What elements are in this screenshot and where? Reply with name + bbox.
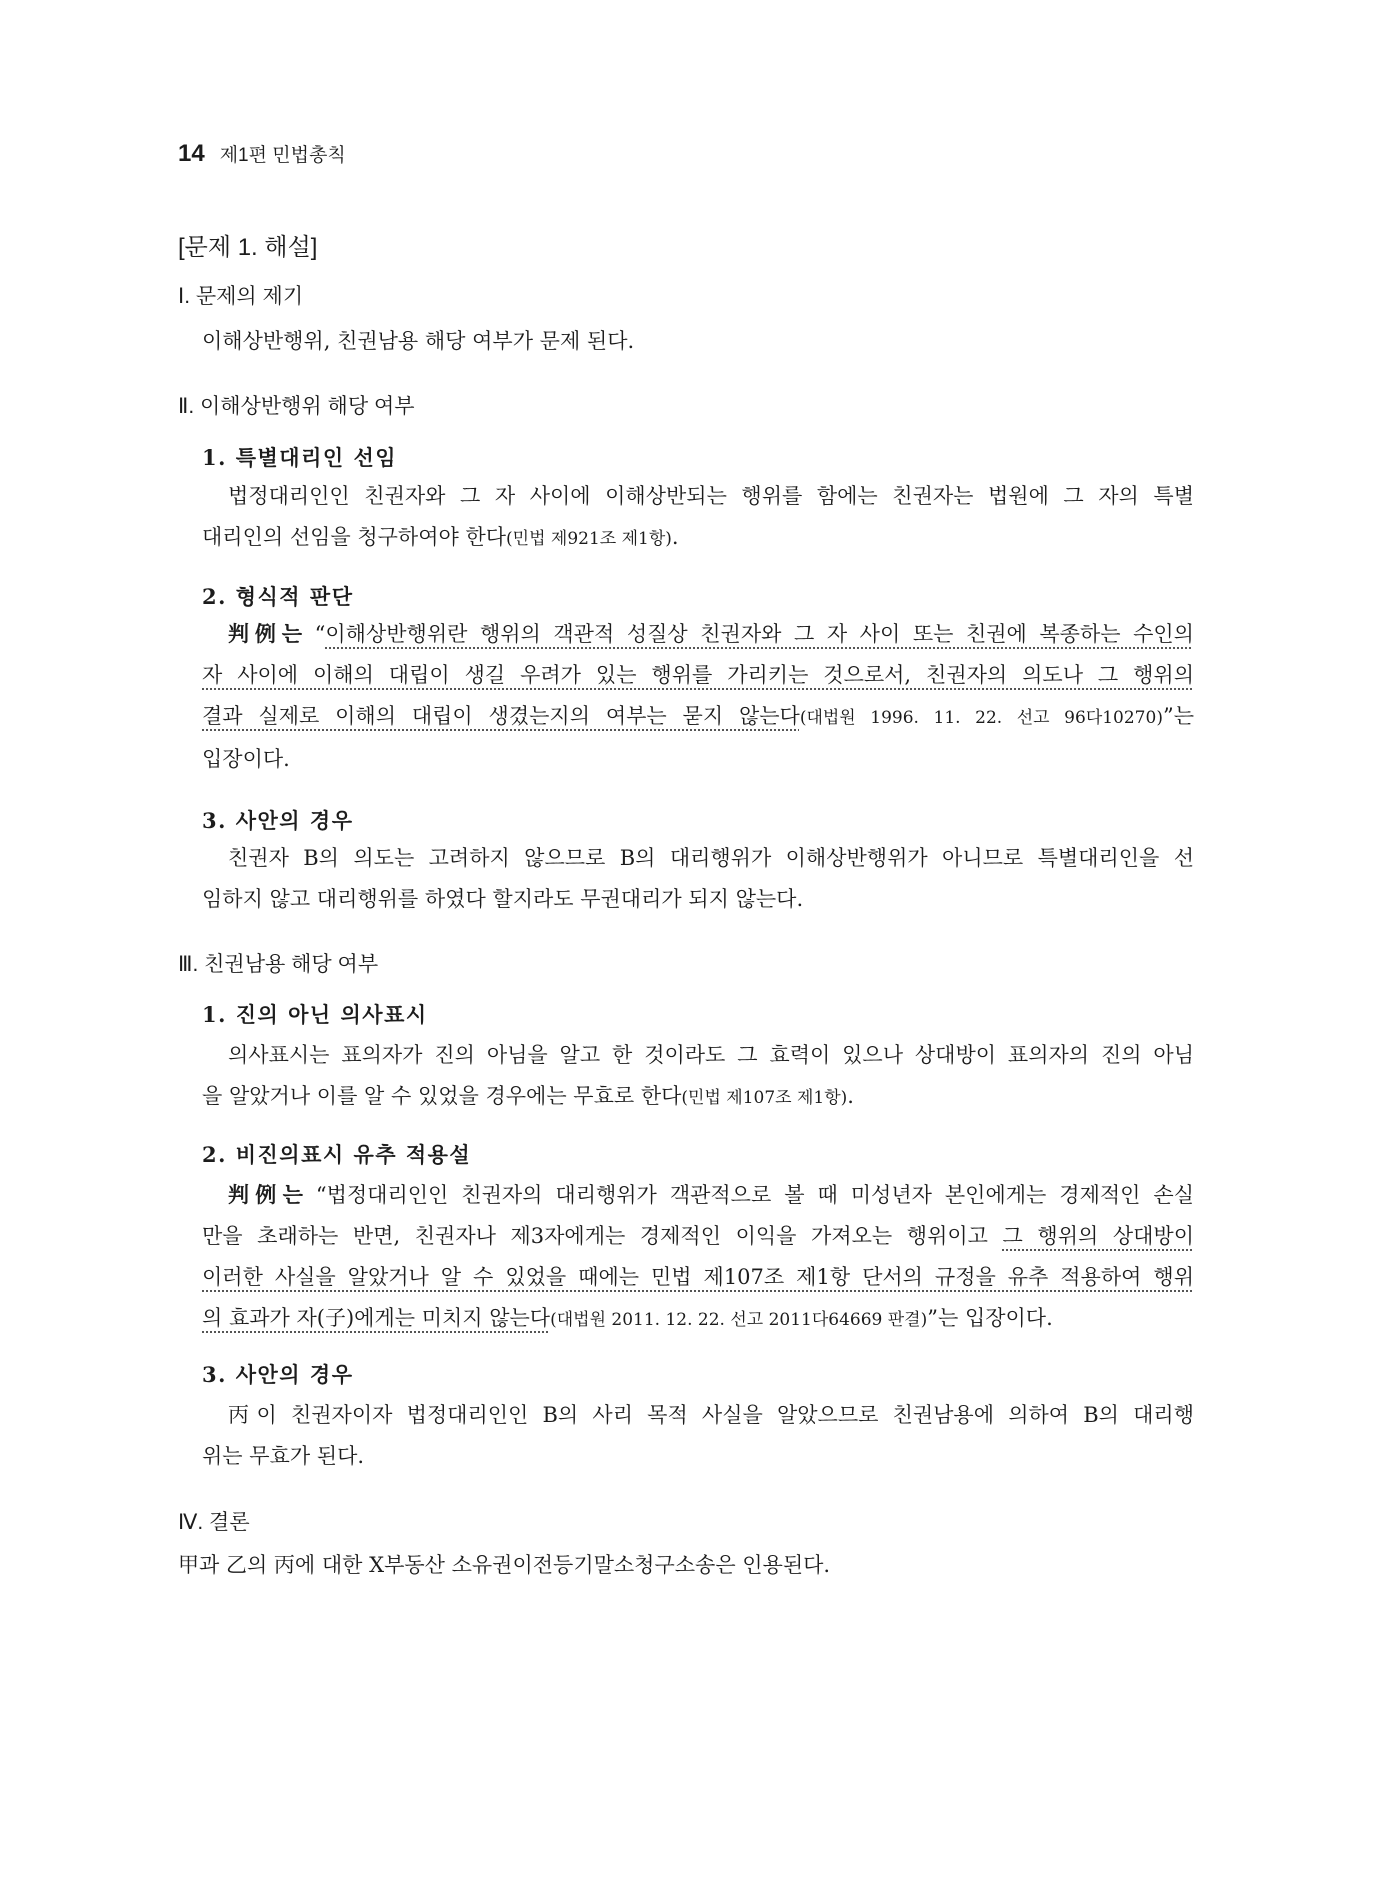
text-line xyxy=(202,838,1194,879)
problem-title: [문제 1. 해설] xyxy=(178,234,318,261)
paragraph xyxy=(202,1035,1194,1119)
paragraph xyxy=(178,1545,1194,1586)
underlined-text: 의 효과가 자(子)에게는 미치지 않는다 xyxy=(202,1306,551,1330)
text-line xyxy=(202,613,1194,655)
text-line xyxy=(202,1076,1194,1119)
text-run: . xyxy=(671,525,679,549)
text-run: 대리인의 선임을 청구하여야 한다 xyxy=(202,525,507,549)
text-run: . xyxy=(847,1084,854,1108)
case-law-label: 判例는 xyxy=(228,1182,303,1207)
subsection-heading: 1. 특별대리인 선임 xyxy=(202,445,398,470)
subsection-heading: 3. 사안의 경우 xyxy=(202,808,354,833)
subsection-heading: 1. 진의 아닌 의사표시 xyxy=(202,1002,428,1027)
subsection-heading: 3. 사안의 경우 xyxy=(202,1362,354,1387)
text-run: 丙이 친권자이자 법정대리인인 B의 사리 목적 사실을 알았으므로 친권남용에 의하여 B의 대리행 xyxy=(228,1403,1194,1427)
text-run: 의사표시는 표의자가 진의 아님을 알고 한 것이라도 그 효력이 있으나 상대방이 표의자의 진의 아님 xyxy=(228,1043,1194,1067)
underlined-text: 자 사이에 이해의 대립이 생길 우려가 있는 행위를 가리키는 것으로서, 친권자의 의도나 그 행위의 xyxy=(202,663,1194,687)
running-header xyxy=(178,134,346,174)
underlined-text: 결과 실제로 이해의 대립이 생겼는지의 여부는 묻지 않는다 xyxy=(202,704,800,728)
citation: (민법 제107조 제1항) xyxy=(681,1088,848,1108)
text-run: 이해상반행위, 친권남용 해당 여부가 문제 된다. xyxy=(202,329,635,353)
section-heading: Ⅱ. 이해상반행위 해당 여부 xyxy=(178,395,415,418)
text-line xyxy=(178,1545,1194,1586)
citation: (대법원 2011. 12. 22. 선고 2011다64669 판결) xyxy=(550,1310,928,1330)
subsection-heading: 2. 형식적 판단 xyxy=(202,584,354,609)
text-line xyxy=(202,696,1194,739)
text-line xyxy=(202,1436,1194,1477)
text-line xyxy=(202,1174,1194,1216)
underlined-text: 이해상반행위란 행위의 객관적 성질상 친권자와 그 자 사이 또는 친권에 복종하는 수인의 xyxy=(325,622,1194,646)
text-line xyxy=(202,517,1194,560)
citation: (대법원 1996. 11. 22. 선고 96다10270) xyxy=(799,708,1163,728)
citation: (민법 제921조 제1항) xyxy=(506,529,672,549)
paragraph xyxy=(202,613,1194,780)
underlined-text: 그 행위의 상대방이 xyxy=(1002,1224,1195,1248)
paragraph xyxy=(202,838,1194,920)
text-line xyxy=(202,1298,1194,1341)
text-line xyxy=(202,321,1194,362)
paragraph xyxy=(202,1395,1194,1477)
text-run: 법정대리인인 친권자와 그 자 사이에 이해상반되는 행위를 함에는 친권자는 법원에 그 자의 특별 xyxy=(228,484,1194,508)
text-run: 만을 초래하는 반면, 친권자나 제3자에게는 경제적인 이익을 가져오는 행위이고 xyxy=(202,1224,1003,1248)
underlined-text: 이러한 사실을 알았거나 알 수 있었을 때에는 민법 제107조 제1항 단서의 규정을 유추 적용하여 행위 xyxy=(202,1265,1194,1289)
text-run: ”는 입장이다. xyxy=(927,1306,1053,1330)
paragraph xyxy=(202,476,1194,560)
section-heading: Ⅳ. 결론 xyxy=(178,1511,250,1534)
text-line xyxy=(202,1035,1194,1076)
text-line xyxy=(202,1216,1194,1257)
text-line xyxy=(202,1257,1194,1298)
paragraph xyxy=(202,1174,1194,1341)
subsection-heading: 2. 비진의표시 유추 적용설 xyxy=(202,1142,472,1167)
section-heading: Ⅲ. 친권남용 해당 여부 xyxy=(178,953,379,976)
text-run: “법정대리인인 친권자의 대리행위가 객관적으로 볼 때 미성년자 본인에게는 경제적인 손실 xyxy=(302,1183,1194,1207)
text-run: 친권자 B의 의도는 고려하지 않으므로 B의 대리행위가 이해상반행위가 아니므로 특별대리인을 선 xyxy=(228,846,1194,870)
case-law-label: 判例는 xyxy=(228,621,303,646)
text-run: 위는 무효가 된다. xyxy=(202,1444,365,1468)
text-run: 을 알았거나 이를 알 수 있었을 경우에는 무효로 한다 xyxy=(202,1084,682,1108)
text-line xyxy=(202,879,1194,920)
text-line xyxy=(202,476,1194,517)
page-number: 14 xyxy=(178,140,205,167)
text-run: “ xyxy=(302,622,326,646)
part-title: 제1편 민법총칙 xyxy=(219,145,346,166)
text-line xyxy=(202,1395,1194,1436)
paragraph xyxy=(202,321,1194,362)
text-run: 입장이다. xyxy=(202,747,290,771)
text-run: 甲과 乙의 丙에 대한 X부동산 소유권이전등기말소청구소송은 인용된다. xyxy=(178,1553,831,1577)
text-run: 임하지 않고 대리행위를 하였다 할지라도 무권대리가 되지 않는다. xyxy=(202,887,804,911)
text-run: ”는 xyxy=(1162,704,1194,728)
section-heading: Ⅰ. 문제의 제기 xyxy=(178,285,304,308)
text-line xyxy=(202,739,1194,780)
text-line xyxy=(202,655,1194,696)
